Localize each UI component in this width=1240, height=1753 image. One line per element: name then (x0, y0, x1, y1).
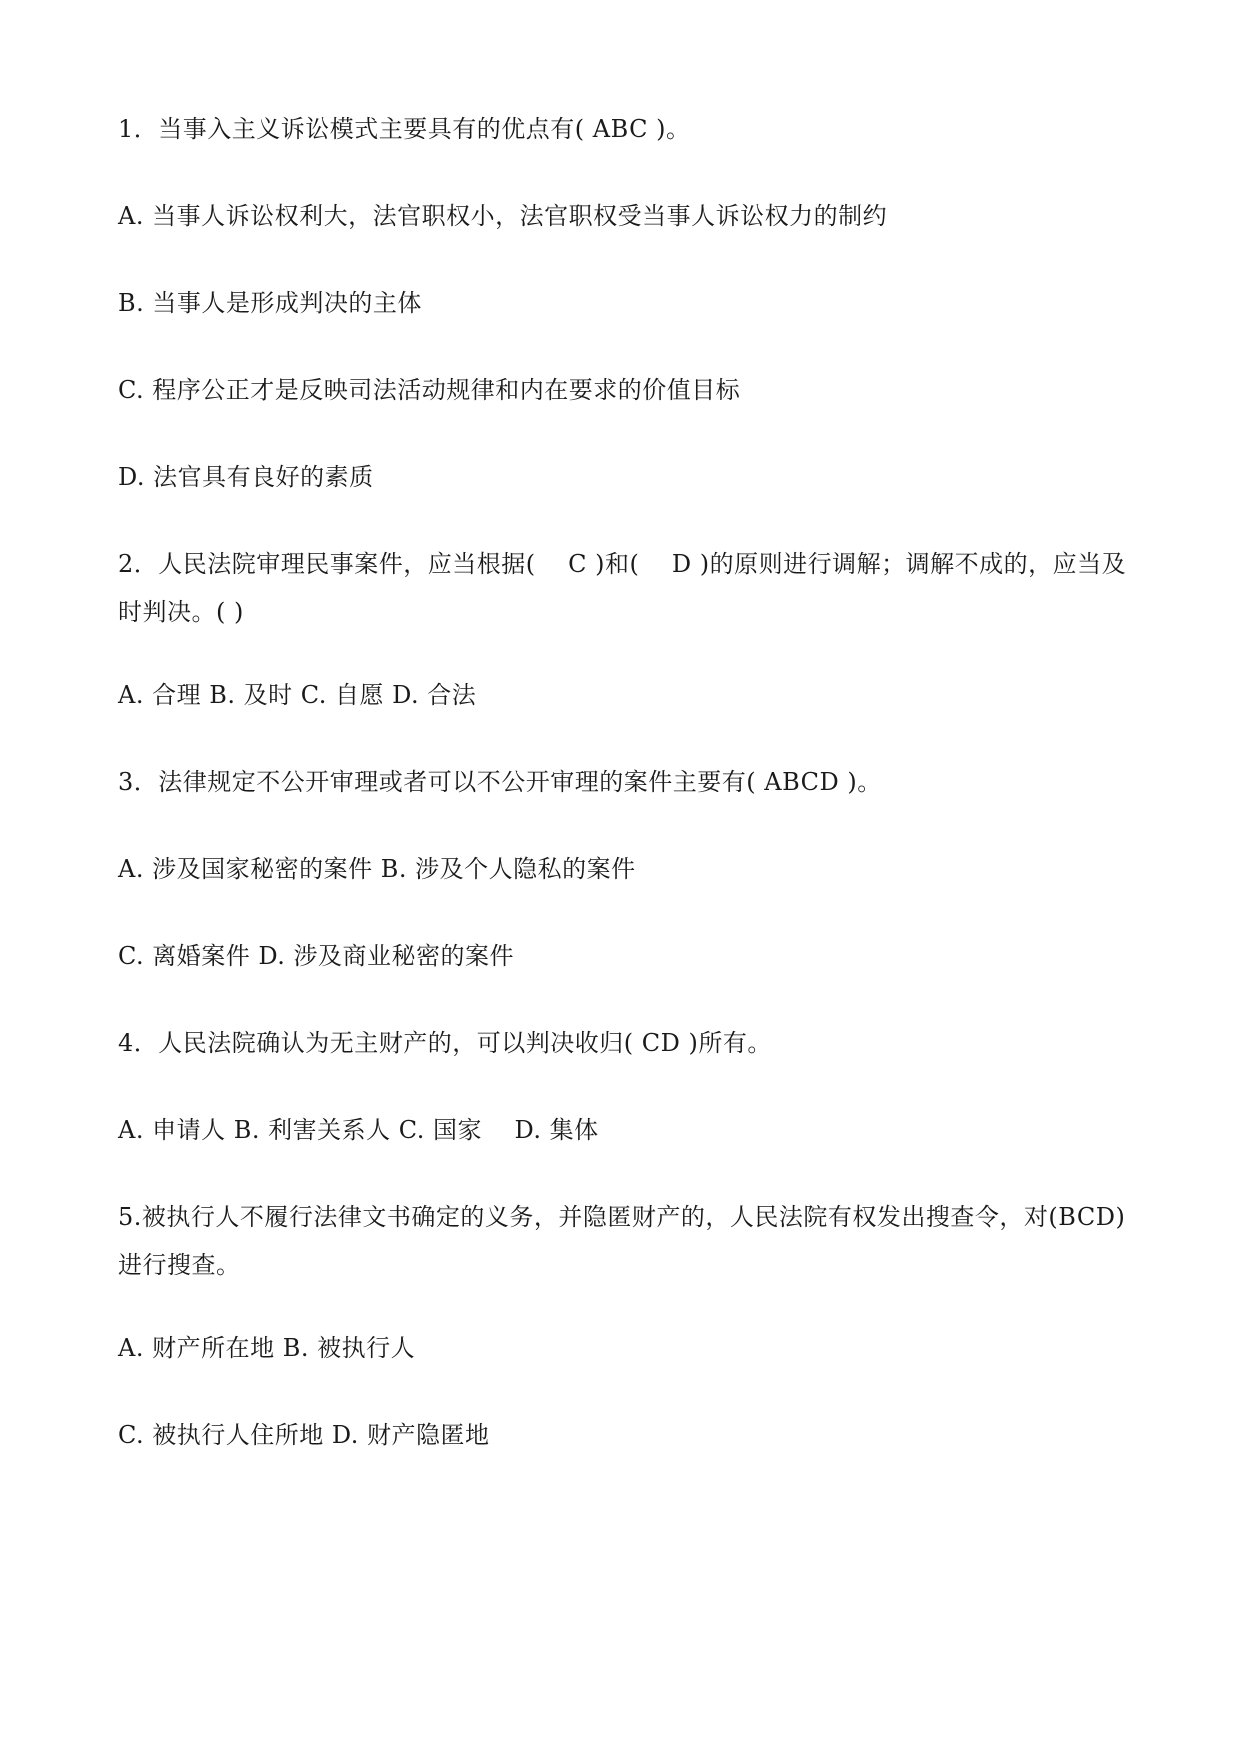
question-1-option-d: D. 法官具有良好的素质 (118, 463, 374, 491)
question-3-options-cd: C. 离婚案件 D. 涉及商业秘密的案件 (118, 942, 515, 970)
question-1-option-a: A. 当事人诉讼权利大，法官职权小，法官职权受当事人诉讼权力的制约 (118, 202, 888, 230)
question-5-options-cd: C. 被执行人住所地 D. 财产隐匿地 (118, 1421, 490, 1449)
question-3-stem: 3．法律规定不公开审理或者可以不公开审理的案件主要有( ABCD )。 (118, 768, 882, 796)
question-1-option-c: C. 程序公正才是反映司法活动规律和内在要求的价值目标 (118, 376, 741, 404)
question-5-stem: 5.被执行人不履行法律文书确定的义务，并隐匿财产的，人民法院有权发出搜查令，对(BCD)进行搜查。 (118, 1203, 1126, 1279)
question-3-options-ab: A. 涉及国家秘密的案件 B. 涉及个人隐私的案件 (118, 855, 636, 883)
question-4-options: A. 申请人 B. 利害关系人 C. 国家 D. 集体 (118, 1116, 599, 1144)
question-1-option-b: B. 当事人是形成判决的主体 (118, 289, 422, 317)
question-5-options-ab: A. 财产所在地 B. 被执行人 (118, 1334, 416, 1362)
question-1-stem: 1．当事入主义诉讼模式主要具有的优点有( ABC )。 (118, 115, 691, 143)
question-2-options: A. 合理 B. 及时 C. 自愿 D. 合法 (118, 681, 477, 709)
question-4-stem: 4．人民法院确认为无主财产的，可以判决收归( CD )所有。 (118, 1029, 772, 1057)
question-2-stem: 2．人民法院审理民事案件，应当根据( C )和( D )的原则进行调解；调解不成的，应当及时判决。( ) (118, 550, 1127, 626)
